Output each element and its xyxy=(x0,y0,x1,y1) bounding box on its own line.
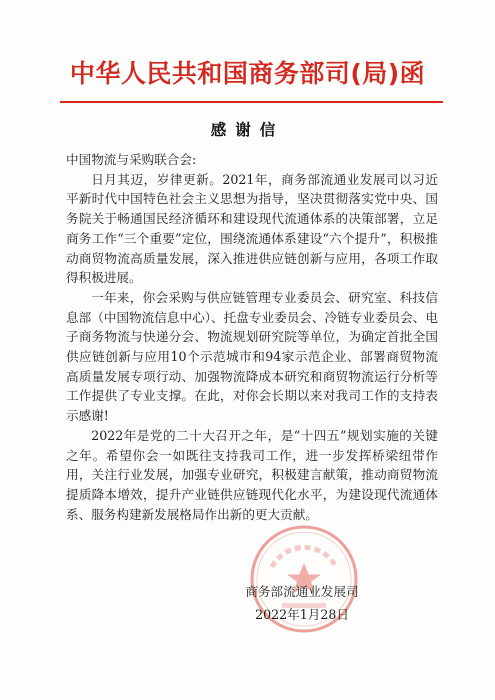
issuer-name: 商务部流通业发展司 xyxy=(245,584,359,599)
paragraph-1: 日月其迈，岁律更新。2021年，商务部流通业发展司以习近平新时代中国特色社会主义思想为指导，坚决贯彻落实党中央、国务院关于畅通国民经济循环和建设现代流通体系的决策部署，立足商务工作“三个重要”定位，围绕流通体系建设“六个提升”，积极推动商贸物流高质量发展，深入推进供应链创新与应用，各项工作取得积极进展。 xyxy=(66,171,438,286)
paragraph-2: 一年来，你会采购与供应链管理专业委员会、研究室、科技信息部（中国物流信息中心）、托盘专业委员会、冷链专业委员会、电子商务物流与快递分会、物流规划研究院等单位，为确定首批全国供应链创新与应用10个示范城市和94家示范企业、部署商贸物流高质量发展专项行动、加强物流降成本研究和商贸物流运行分析等工作提供了专业支撑。在此，对你会长期以来对我司工作的支持表示感谢! xyxy=(66,289,438,424)
issue-date: 2022年1月28日 xyxy=(255,607,349,622)
paragraph-3: 2022年是党的二十大召开之年，是“十四五”规划实施的关键之年。希望你会一如既往支持我司工作，进一步发挥桥梁纽带作用，关注行业发展，加强专业研究，积极建言献策，推动商贸物流提质降本增效，提升产业链供应链现代化水平，为建设现代流通体系、服务构建新发展格局作出新的更大贡献。 xyxy=(66,427,438,522)
letter-body xyxy=(66,150,438,524)
letterhead-title: 中华人民共和国商务部司(局)函 xyxy=(69,59,426,88)
document-title: 感谢信 xyxy=(210,121,285,139)
letterhead-red-rule xyxy=(60,101,443,103)
salutation: 中国物流与采购联合会: xyxy=(66,152,197,167)
signature-block xyxy=(232,581,372,625)
